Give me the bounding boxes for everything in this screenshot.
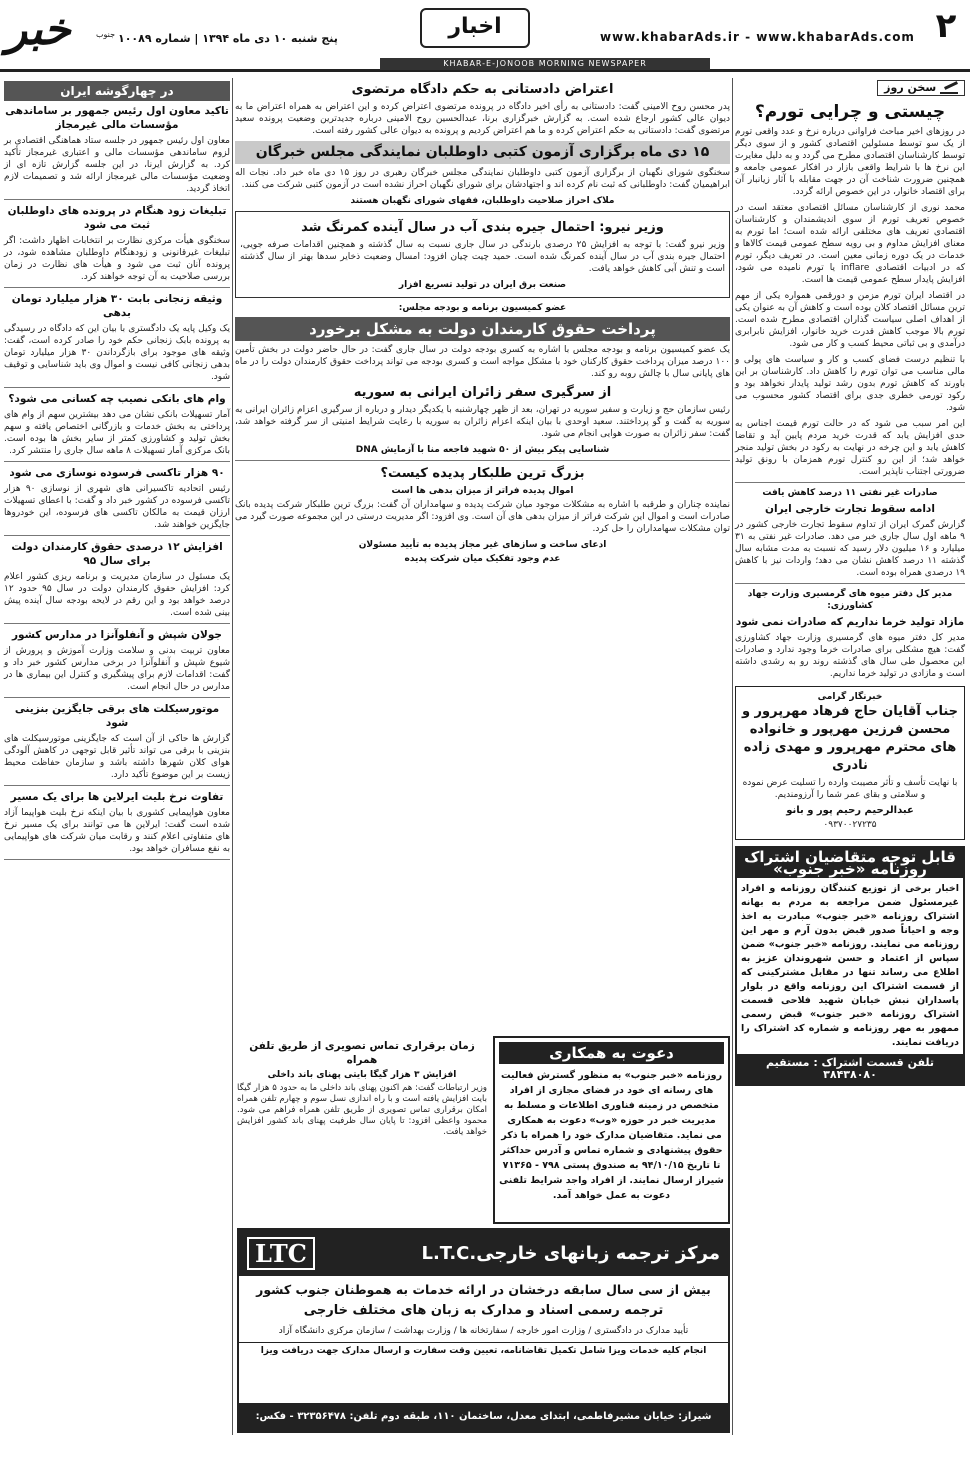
news-brief-title[interactable]: تبلیغات زود هنگام در پرونده های داوطلبان ثبت می شود xyxy=(7,205,227,231)
divider xyxy=(4,387,230,388)
ad-line: ترجمه رسمی اسناد و مدارک به زبان های مختلف خارجی xyxy=(303,1303,664,1318)
cooperation-ad-body: روزنامه «خبر جنوب» به منظور گسترش فعالیت های رسانه ای خود در فضای مجازی از افراد متخصص در زمینه فناوری اطلاعات و مسلط به مدیریت خبر در حوزه «وب» دعوت به همکاری می نماید. متقاضیان مدارک خود را همراه با ذکر حقوق پیشنهادی و شماره تماس و آدرس حداکثر تا تاریخ ۹۴/۱۰/۱۵ به صندوق پستی ۷۹۸ - ۷۱۳۶۵ شیراز ارسال نمایند. از افراد واجد شرایط تلفنی دعوت به عمل خواهد آمد. xyxy=(499,1070,724,1201)
condolence-notice xyxy=(735,686,965,840)
condolence-message: با نهایت تأسف و تأثر مصیبت وارده را تسلیت عرض نموده و سلامتی و بقای عمر شما را آرزومندیم. xyxy=(742,778,958,800)
news-brief-text: آمار تسهیلات بانکی نشان می دهد بیشترین سهم از وام های پرداختی به بخش خدمات و بازرگانی اختصاص یافته و سهم بخش تولید و کشاورزی کمتر از سایر بخش ها بوده است. بانک مرکزی آمار تسهیلات ۸ ماهه سال جاری را منتشر کرد. xyxy=(4,410,230,456)
news-brief xyxy=(4,790,230,860)
story-title[interactable]: از سرگیری سفر زائران ایرانی به سوریه xyxy=(353,385,612,400)
story-kicker: صادرات غیر نفتی ۱۱ درصد کاهش یافت xyxy=(762,488,938,498)
news-brief-text: رئیس اتحادیه تاکسیرانی های شهری از نوسازی ۹۰ هزار تاکسی فرسوده در کشور خبر داد و گفت: با اعطای تسهیلات ارزان قیمت به مالکان تاکسی های فرسوده، این خودروها جایگزین خواهند شد. xyxy=(4,484,231,530)
divider xyxy=(4,461,230,462)
news-brief-text: گزارش ها حاکی از آن است که جایگزینی موتورسیکلت های بنزینی با برقی می تواند تأثیر قابل توجهی در کاهش آلودگی هوای کلان شهرها داشته باشد و سازمان حفاظت محیط زیست بر این موضوع تأکید دارد. xyxy=(4,734,230,780)
divider xyxy=(235,460,730,461)
story-block xyxy=(237,1036,487,1224)
ad-line: بیش از سی سال سابقه درخشان در ارائه خدمات به هموطنان جنوب کشور xyxy=(256,1282,711,1297)
divider xyxy=(4,785,230,786)
story-kicker: عضو کمیسیون برنامه و بودجه مجلس: xyxy=(398,303,567,313)
subscription-body: اخبار برخی از توزیع کنندگان روزنامه و افراد غیرمسئول ضمن مراجعه به مردم به بهانه اشتراک روزنامه «خبر جنوب» مبادرت به اخذ وجه و احیاناً صدور قبض بدون آرم و مهر این روزنامه می نمایند. روزنامه «خبر جنوب» ضمن سپاس از اعتماد و حسن شهروندان عزیز به اطلاع می رساند تنها در مقابل مشترکینی که از قسمت اشتراک این روزنامه واقع در بلوار پاسداران نبش خیابان شهید فلاحی قسمت اشتراک روزنامه «خبر جنوب» قبض رسمی ممهور به مهر روزنامه و شماره کد اشتراک را دریافت نمایند. xyxy=(741,883,959,1048)
editorial-paragraph: با تنظیم درست فضای کسب و کار و سیاست های پولی و مالی مناسب می توان تورم را کاهش داد. کارشناسان بر این باورند که کاهش تورم بدون رشد تولید پایدار نخواهد بود و رکود تورمی خطری جدی برای اقتصاد کشور محسوب می شود. xyxy=(735,355,965,413)
story-title[interactable]: پرداخت حقوق کارمندان دولت به مشکل برخورد xyxy=(235,317,730,341)
news-brief xyxy=(4,466,230,536)
ad-address: شیراز: خیابان مشیرفاطمی، ابتدای معدل، ساختمان ۱۱۰، طبقه دوم تلفن: ۳۲۳۵۶۴۷۸ - فکس: ۳۲۳۵۹۱۹۷ xyxy=(239,1403,728,1431)
condolence-signature: عبدالرحیم رحیم پور و بانو xyxy=(786,805,914,816)
ad-header xyxy=(239,1230,728,1276)
page-number: ۲ xyxy=(926,6,966,46)
news-brief-title[interactable]: تاکید معاون اول رئیس جمهور بر ساماندهی مؤسسات مالی غیرمجاز xyxy=(5,105,229,131)
story-title[interactable]: ۱۵ دی ماه برگزاری آزمون کتبی داوطلبان نمایندگی مجلس خبرگان xyxy=(235,141,730,164)
story-text: سخنگوی شورای نگهبان از برگزاری آزمون کتبی داوطلبان نمایندگی مجلس خبرگان رهبری در روز ۱۵ دی ماه خبر داد. نجات اله ابراهیمیان گفت: داوطلبانی که ثبت نام کرده اند و اجتهادشان برای شورای نگهبان احراز نشده است در آزمون کتبی شرکت می کنند. xyxy=(235,168,730,190)
condolence-names: جناب آقایان حاج فرهاد مهرپرور و محسن فرزین مهرپور و خانواده های محترم مهرپرور و مهدی زاده نادری xyxy=(741,704,959,773)
divider xyxy=(735,482,965,483)
story-subhead: صنعت برق ایران در تولید تسریع افزار xyxy=(398,280,567,290)
news-brief xyxy=(4,104,230,200)
editorial-title[interactable]: چیستی و چرایی تورم؟ xyxy=(754,102,946,122)
column-tag: در چهارگوشه ایران xyxy=(4,81,230,101)
cooperation-ad-title: دعوت به همکاری xyxy=(499,1042,724,1064)
subscription-phone: تلفن قسمت اشتراک : مستقیم ۳۸۴۳۸۰۸۰ xyxy=(737,1054,963,1084)
story-subhead: ملاک احراز صلاحیت داوطلبان، فقهای شورای نگهبان هستند xyxy=(350,196,615,206)
news-brief-text: یک وکیل پایه یک دادگستری با بیان این که دادگاه در رسیدگی به پرونده بابک زنجانی حکم خود را صادر کرده است، گفت: وثیقه های موجود برای بازگرداندن ۳۰ هزار میلیارد تومان بدهی زنجانی کافی نیست و اموال وی باید شناسایی و توقیف شود. xyxy=(4,324,231,382)
column-tag xyxy=(877,80,965,96)
ad-title: مرکز ترجمه زبانهای خارجی.L.T.C xyxy=(421,1242,720,1264)
story-title[interactable]: اعتراض دادستانی به حکم دادگاه مرتضوی xyxy=(351,82,614,97)
news-brief xyxy=(4,540,230,624)
news-brief xyxy=(4,392,230,462)
subscription-title: قابل توجه متقاضیان اشتراک روزنامه «خبر جنوب» xyxy=(737,848,963,878)
editorial-paragraph: محمد نوری از کارشناسان مسائل اقتصادی معتقد است در خصوص تعریف تورم از سوی اندیشمندان و کارشناسان اقتصادی تعریف های مختلفی ارائه شده است؛ اما تورم به معنای افزایش مداوم و بی رویه سطح عمومی قیمت کالاها و خدمات در یک دوره زمانی معین است. در تعریف دیگر، تورم که در ادبیات اقتصادی inflare یا تورم نامیده می شود، افزایش پایدار سطح عمومی قیمت ها است. xyxy=(735,203,966,285)
editorial-paragraph: در روزهای اخیر مباحث فراوانی درباره نرخ و عدد واقعی تورم از یک سو توسط مسئولین اقتصادی کشور و از سوی دیگر توسط کارشناسان اقتصادی مطرح می گردد و به دلیل مغایرت این نرخ ها با شرایط واقعی بازار در افکار عمومی جامعه و همچنین ضرورت شناخت آن در جهت مقابله با آثار زیانبار آن برای اقتصاد خانوار، در این خصوص ارائه گردد. xyxy=(735,127,965,197)
left-column xyxy=(4,78,230,1435)
logo-subtitle: جنوب xyxy=(96,30,116,39)
story-text: نماینده چناران و طرقبه با اشاره به مشکلات موجود میان شرکت پدیده و سهامداران آن گفت: بزرگ ترین طلبکار شرکت پدیده بانک صادرات است و اموال این شرکت فراتر از میزان بدهی های آن است. وی افزود: اگر مدیریت درستی در این مجموعه صورت گیرد می توان مشکلات سهامداران را حل کرد. xyxy=(235,500,730,534)
news-brief-title[interactable]: وام های بانکی نصیب چه کسانی می شود؟ xyxy=(8,393,226,405)
story-subhead: ادعای ساخت و سازهای غیر مجاز پدیده به تأیید مسئولان xyxy=(358,540,607,550)
news-brief xyxy=(4,292,230,388)
story-text: رئیس سازمان حج و زیارت و سفیر سوریه در تهران، بعد از ظهر چهارشنبه با یکدیگر دیدار و درباره از سرگیری اعزام زائران ایرانی به سوریه به گفت و گو پرداختند. سعید اوحدی با بیان اینکه اعزام زائران به سوریه با رعایت شرایط امنیتی از سر گرفته خواهد شد، گفت: سفر زائران به صورت هوایی انجام می شود. xyxy=(235,405,730,439)
editorial-paragraph: این امر سبب می شود که در حالت تورم قیمت اجناس به حدی افزایش یابد که قدرت خرید مردم پایین آید و تقاضا کاهش یابد و این چرخه در نهایت به رکود در بخش تولید منجر خواهد شد؛ از این رو کنترل تورم همزمان با رونق تولید ضرورتی اجتناب ناپذیر است. xyxy=(735,419,965,477)
condolence-heading: خبرنگار گرامی xyxy=(817,692,883,702)
divider xyxy=(4,697,230,698)
ad-line: تأیید مدارک در دادگستری / وزارت امور خارجه / سفارتخانه ها / وزارت بهداشت / سازمان مرکزی دانشگاه آزاد xyxy=(278,1326,689,1336)
divider xyxy=(4,623,230,624)
condolence-phone: ۰۹۳۷۰۰۲۷۲۳۵ xyxy=(823,820,877,830)
subscription-notice xyxy=(735,846,965,1086)
pen-icon xyxy=(940,82,958,94)
editorial-paragraph: در اقتصاد ایران تورم مزمن و دورقمی همواره یکی از مهم ترین مسائل اقتصاد کلان بوده است و کاهش آن به عنوان یکی از اهداف اصلی سیاست گذاران اقتصادی مطرح شده است. تورم بالا موجب کاهش قدرت خرید خانوار، افزایش نابرابری درآمدی و بی ثباتی محیط کسب و کار می شود. xyxy=(735,291,965,349)
story-text: یک عضو کمیسیون برنامه و بودجه مجلس با اشاره به کسری بودجه دولت در سال جاری گفت: در حال حاضر دولت در بخش تأمین ۱۰۰ درصد میزان پرداخت حقوق کارکنان خود با مشکل مواجه است و کسری بودجه می تواند پرداخت حقوق کارمندان دولت را در ماه های پایانی سال با چالش روبه رو کند. xyxy=(235,345,730,379)
story-text: وزیر نیرو گفت: با توجه به افزایش ۲۵ درصدی بارندگی در سال جاری نسبت به سال گذشته و همچنین اقدامات صرفه جویی، احتمال جیره بندی آب در سال آینده کمرنگ شده است. حمید چیت چیان افزود: امسال وضعیت ذخایر سدها بهتر از سال گذشته است و تنش آبی کاهش خواهد یافت. xyxy=(240,240,726,274)
news-brief xyxy=(4,628,230,698)
story-text: گزارش گمرک ایران از تداوم سقوط تجارت خارجی کشور در ۹ ماهه اول سال جاری خبر می دهد. صادرات غیر نفتی به ۳۱ میلیارد و ۱۶ میلیون دلار رسید که نسبت به مدت مشابه سال گذشته ۱۱ درصد کاهش نشان می دهد؛ واردات نیز با کاهش ۱۹ درصدی همراه بوده است. xyxy=(735,520,965,578)
story-title[interactable]: وزیر نیرو: احتمال جیره بندی آب در سال آینده کمرنگ شد xyxy=(301,220,664,235)
story-text: پدر محسن روح الامینی گفت: دادستانی به رأی اخیر دادگاه در پرونده مرتضوی اعتراض کرده و این اعتراض به همراه اعتراض ما به دیوان عالی کشور ارجاع شده است. به گزارش خبرگزاری برنا، عبدالحسین روح الامینی درباره جدیدترین وضعیت پرونده سعید مرتضوی گفت: دادستانی به حکم اعتراض کرده و ما هم اعتراض کردیم و پرونده به دیوان عالی کشور رفته است. xyxy=(235,102,730,136)
news-brief-text: معاون تربیت بدنی و سلامت وزارت آموزش و پرورش از شیوع شپش و آنفلوآنزا در برخی مدارس کشور خبر داد و گفت: اقدامات لازم برای پیشگیری و کنترل این بیماری ها در مدارس در حال انجام است. xyxy=(4,646,230,692)
issue-info: پنج شنبه ۱۰ دی ماه ۱۳۹۴ | شماره ۱۰۰۸۹ xyxy=(118,32,338,45)
news-brief-title[interactable]: جولان شپش و آنفلوآنزا در مدارس کشور xyxy=(11,629,223,641)
story-title[interactable]: مازاد تولید خرما نداریم که صادرات نمی شود xyxy=(735,616,965,628)
news-brief-title[interactable]: ۹۰ هزار تاکسی فرسوده نوسازی می شود xyxy=(9,467,225,479)
story-title[interactable]: بزرگ ترین طلبکار پدیده کیست؟ xyxy=(380,466,585,481)
newspaper-logo[interactable]: خبر xyxy=(6,4,71,55)
story-box xyxy=(235,211,730,298)
news-brief-list xyxy=(4,104,230,860)
section-title: اخبار xyxy=(420,8,530,48)
story-text: مدیر کل دفتر میوه های گرمسیری وزارت جهاد کشاورزی گفت: هیچ مشکلی برای صادرات خرما وجود ندارد و صادرات این محصول طی سال های گذشته روند رو به رشدی داشته است و مازادی در تولید خرما نداریم. xyxy=(735,633,965,679)
news-brief-title[interactable]: وثیقه زنجانی بابت ۳۰ هزار میلیارد تومان بدهی xyxy=(11,293,223,319)
website-url[interactable]: www.khabarAds.ir - www.khabarAds.com xyxy=(600,30,915,44)
masthead xyxy=(0,0,970,72)
divider xyxy=(4,199,230,200)
column-tag-label: سخن روز xyxy=(884,81,937,94)
news-brief-title[interactable]: افزایش ۱۲ درصدی حقوق کارمندان دولت برای سال ۹۵ xyxy=(11,541,223,567)
story-title[interactable]: زمان برقراری تماس تصویری از طریق تلفن همراه xyxy=(249,1040,475,1066)
right-column xyxy=(735,78,965,1435)
news-brief xyxy=(4,702,230,786)
column-divider xyxy=(732,78,733,1435)
story-subhead: اموال پدیده فراتر از میزان بدهی ها است xyxy=(391,486,574,496)
story-subhead: شناسایی پیکر بیش از ۵۰ شهید فاجعه منا با آزمایش DNA xyxy=(355,445,610,455)
translation-center-ad[interactable] xyxy=(237,1228,730,1450)
divider xyxy=(4,287,230,288)
story-title[interactable]: ادامه سقوط تجارت خارجی ایران xyxy=(765,503,935,515)
news-brief-title[interactable]: موتورسیکلت های برقی جایگزین بنزینی شود xyxy=(14,703,220,729)
divider xyxy=(735,583,965,584)
column-divider xyxy=(232,78,233,1435)
news-brief-text: سخنگوی هیأت مرکزی نظارت بر انتخابات اظهار داشت: اگر تبلیغات غیرقانونی و زودهنگام داوطلبان مشاهده شود، در پرونده آنان ثبت می شود و هیأت های نظارت در زمان بررسی صلاحیت به آن توجه خواهند کرد. xyxy=(4,236,230,282)
divider xyxy=(4,859,230,860)
ltc-logo: LTC xyxy=(247,1237,315,1270)
news-brief-text: یک مسئول در سازمان مدیریت و برنامه ریزی کشور اعلام کرد: افزایش حقوق کارمندان دولت در سال ۹۵ حدود ۱۲ درصد خواهد بود و این رقم در لایحه بودجه سال آینده پیش بینی شده است. xyxy=(4,572,230,618)
story-kicker: مدیر کل دفتر میوه های گرمسیری وزارت جهاد کشاورزی: xyxy=(747,589,953,611)
news-brief-text: معاون اول رئیس جمهور در جلسه ستاد هماهنگی اقتصادی بر لزوم ساماندهی مؤسسات مالی و اعتباری غیرمجاز تأکید کرد. به گزارش ایرنا، در این جلسه گزارش تازه ای از وضعیت مؤسسات مالی غیرمجاز ارائه شد و تصمیمات لازم اتخاذ گردید. xyxy=(4,136,230,194)
masthead-band: KHABAR-E-JONOOB MORNING NEWSPAPER xyxy=(380,58,710,70)
news-brief xyxy=(4,204,230,288)
story-text: وزیر ارتباطات گفت: هم اکنون پهنای باند داخلی ما به حدود ۵ هزار گیگا بایت افزایش یافته است و با راه اندازی نسل سوم و چهارم تلفن همراه امکان برقراری تماس تصویری از طریق تلفن همراه فراهم می شود. محمود واعظی افزود: تا پایان سال ظرفیت پهنای باند کشور افزایش خواهد یافت. xyxy=(237,1083,487,1137)
story-subhead: افزایش ۳ هزار گیگا بایتی پهنای باند داخلی xyxy=(267,1070,457,1080)
news-brief-title[interactable]: تفاوت نرخ بلیت ایرلاین ها برای یک مسیر xyxy=(10,791,224,803)
ad-line: انجام کلیه خدمات ویزا شامل تکمیل تقاضانامه، تعیین وقت سفارت و ارسال مدارک جهت دریافت ویزا xyxy=(239,1342,728,1356)
story-subhead: عدم وجود تفکیک میان شرکت پدیده xyxy=(404,554,561,564)
news-brief-text: معاون هواپیمایی کشوری با بیان اینکه نرخ بلیت هواپیما آزاد شده است گفت: ایرلاین ها می توانند برای یک مسیر نرخ های متفاوتی اعلام کنند و رقابت میان شرکت های هواپیمایی به نفع مسافران خواهد بود. xyxy=(4,808,230,854)
cooperation-ad[interactable] xyxy=(493,1036,730,1224)
divider xyxy=(4,535,230,536)
